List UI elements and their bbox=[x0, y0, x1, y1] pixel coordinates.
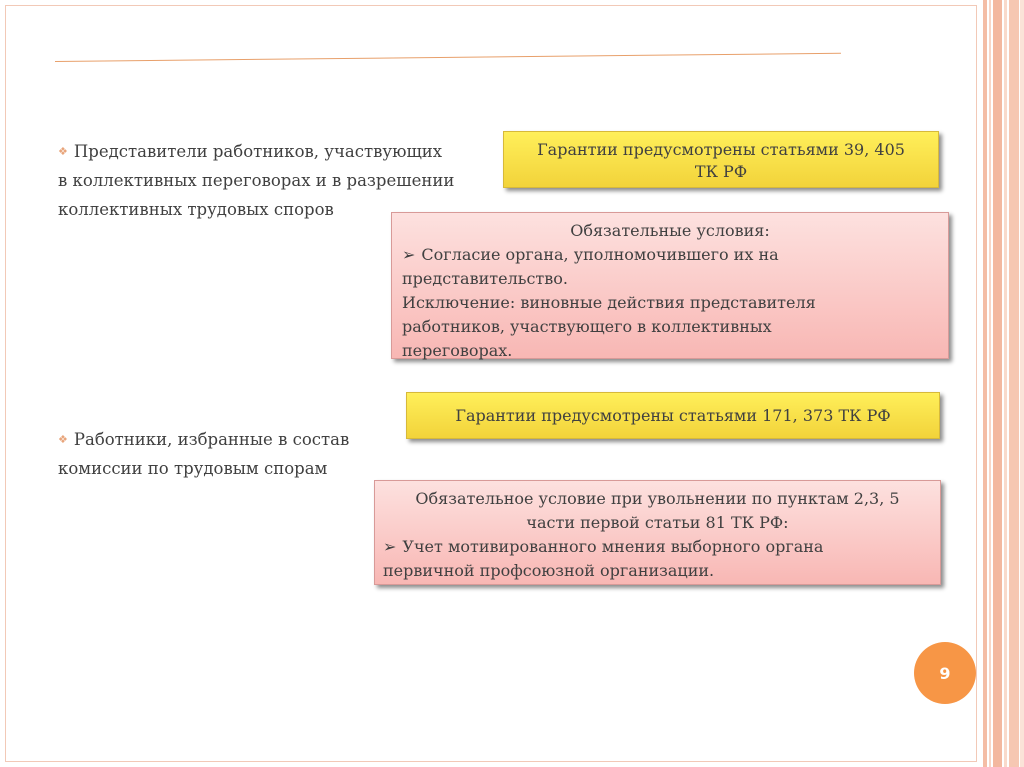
condition-line: представительство. bbox=[402, 269, 568, 288]
decorative-stripe bbox=[983, 0, 987, 767]
condition-line: Согласие органа, уполномочившего их на bbox=[421, 245, 779, 264]
bullet-representatives bbox=[58, 137, 508, 224]
exception-line: работников, участвующего в коллективных bbox=[402, 317, 772, 336]
bullet-line: комиссии по трудовым спорам bbox=[58, 459, 328, 478]
conditions-box-dismissal bbox=[374, 480, 941, 585]
page-number-badge: 9 bbox=[914, 642, 976, 704]
decorative-stripe bbox=[993, 0, 1002, 767]
bullet-line: в коллективных переговорах и в разрешении bbox=[58, 171, 455, 190]
bullet-commission-members bbox=[58, 425, 388, 483]
conditions-box-representatives bbox=[391, 212, 949, 359]
bullet-line: Работники, избранные в состав bbox=[73, 430, 350, 449]
box-line: Гарантии предусмотрены статьями 171, 373 ТК РФ bbox=[455, 406, 891, 425]
exception-line: переговорах. bbox=[402, 341, 513, 360]
condition-line: Учет мотивированного мнения выборного органа bbox=[402, 537, 824, 556]
slide-frame bbox=[5, 5, 977, 762]
guarantee-box-articles-39-405 bbox=[503, 131, 939, 188]
conditions-heading: Обязательные условия: bbox=[570, 221, 770, 240]
bullet-line: Представители работников, участвующих bbox=[73, 142, 443, 161]
diamond-bullet-icon: ❖ bbox=[58, 145, 68, 158]
decorative-stripe bbox=[1004, 0, 1007, 767]
box-line: Гарантии предусмотрены статьями 39, 405 bbox=[537, 140, 905, 159]
exception-line: Исключение: виновные действия представителя bbox=[402, 293, 816, 312]
arrow-bullet-icon: ➢ bbox=[383, 537, 397, 556]
arrow-bullet-icon: ➢ bbox=[402, 245, 416, 264]
decorative-stripe bbox=[1020, 0, 1024, 767]
diamond-bullet-icon: ❖ bbox=[58, 433, 68, 446]
conditions-heading: Обязательное условие при увольнении по пунктам 2,3, 5 bbox=[415, 489, 900, 508]
condition-line: первичной профсоюзной организации. bbox=[383, 561, 715, 580]
decorative-stripe bbox=[1009, 0, 1019, 767]
guarantee-box-articles-171-373 bbox=[406, 392, 940, 439]
bullet-line: коллективных трудовых споров bbox=[58, 200, 334, 219]
decorative-stripe bbox=[989, 0, 991, 767]
box-line: ТК РФ bbox=[694, 162, 748, 181]
conditions-heading: части первой статьи 81 ТК РФ: bbox=[526, 513, 789, 532]
